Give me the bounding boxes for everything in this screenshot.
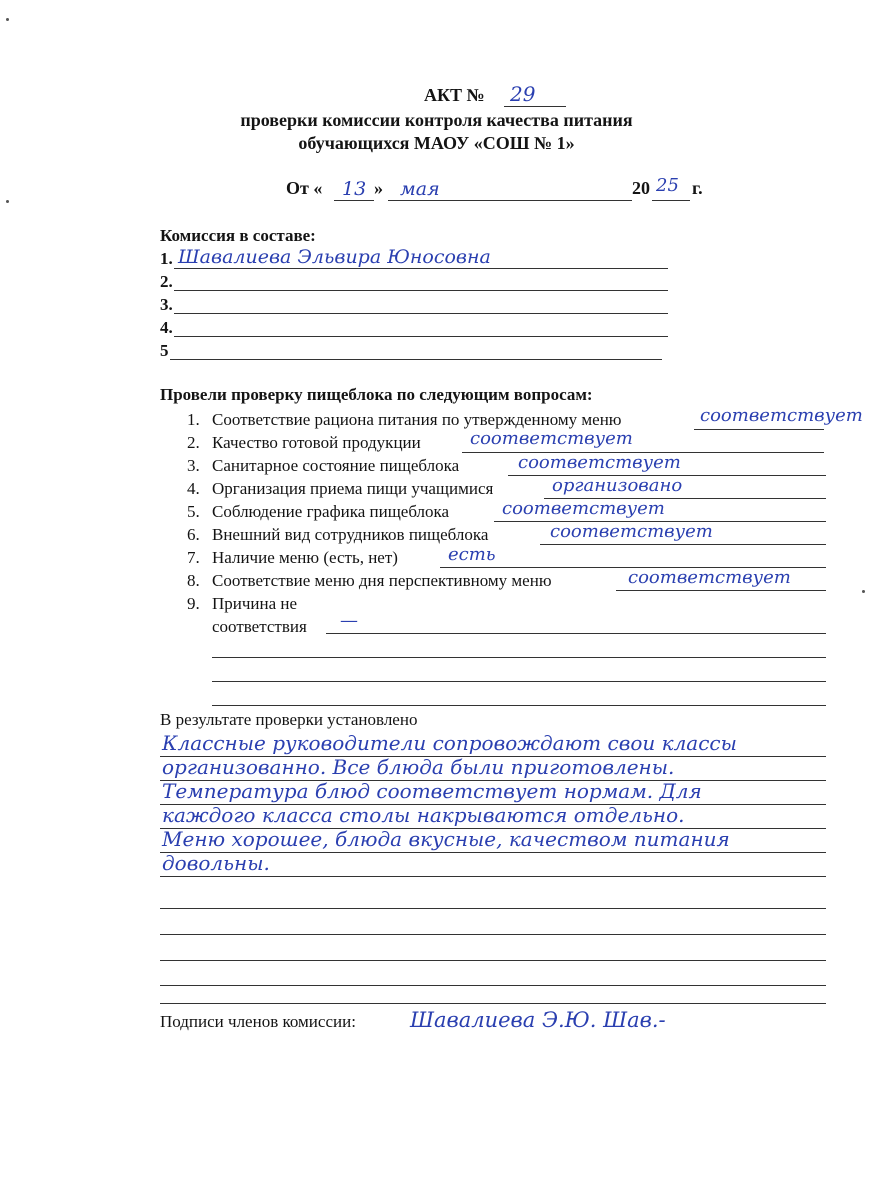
result-line: Меню хорошее, блюда вкусные, качеством питания [162, 827, 730, 851]
question-answer: соответствует [550, 521, 713, 542]
question-answer: соответствует [700, 405, 863, 426]
member-line [174, 268, 668, 269]
member-line [174, 336, 668, 337]
member-num: 5 [160, 341, 169, 360]
result-rule [160, 934, 826, 935]
question-num: 6. [187, 525, 200, 544]
question-label: Санитарное состояние пищеблока [212, 456, 460, 475]
member-num: 4. [160, 318, 173, 337]
member-line [174, 290, 668, 291]
act-number: 29 [510, 82, 536, 106]
member-line [170, 359, 662, 360]
date-day-line [334, 200, 374, 201]
question-num: 5. [187, 502, 200, 521]
inspection-heading: Провели проверку пищеблока по следующим вопросам: [160, 385, 593, 404]
date-year-prefix: 20 [632, 178, 650, 198]
answer-line [326, 633, 826, 634]
date-year-end: г. [692, 178, 703, 198]
result-line: Температура блюд соответствует нормам. Для [162, 779, 702, 803]
question-answer: организовано [552, 475, 683, 496]
answer-line [212, 705, 826, 706]
member-line [174, 313, 668, 314]
result-line: довольны. [162, 851, 270, 875]
question-label-line-1: Причина не [212, 594, 298, 613]
question-num: 9. [187, 594, 200, 613]
question-label: Соблюдение графика пищеблока [212, 502, 450, 521]
question-num: 8. [187, 571, 200, 590]
date-year-line [652, 200, 690, 201]
question-label: Соответствие меню дня перспективному меню [212, 571, 552, 590]
member-name: Шавалиева Эльвира Юносовна [178, 246, 491, 268]
signatures-label: Подписи членов комиссии: [160, 1012, 356, 1031]
question-num: 2. [187, 433, 200, 452]
result-rule [160, 1003, 826, 1004]
answer-line [212, 657, 826, 658]
question-num: 3. [187, 456, 200, 475]
answer-line [694, 429, 824, 430]
result-heading: В результате проверки установлено [160, 710, 418, 729]
title-line-1: проверки комиссии контроля качества питания [240, 110, 633, 130]
date-month: мая [400, 178, 440, 200]
question-answer: соответствует [628, 567, 791, 588]
answer-line [616, 590, 826, 591]
scan-speck [6, 18, 9, 21]
date-year-suffix: 25 [656, 175, 679, 196]
question-label-line-2: соответствия [212, 617, 307, 636]
result-rule [160, 960, 826, 961]
answer-line [540, 544, 826, 545]
member-num: 3. [160, 295, 173, 314]
signatures-value: Шавалиева Э.Ю. Шав.- [410, 1008, 666, 1032]
question-label: Качество готовой продукции [212, 433, 421, 452]
date-prefix: От « [286, 178, 323, 198]
scan-speck [862, 590, 865, 593]
result-line: организованно. Все блюда были приготовлены. [162, 755, 675, 779]
act-label: АКТ № [424, 85, 485, 105]
question-num: 4. [187, 479, 200, 498]
result-rule [160, 985, 826, 986]
answer-line [212, 681, 826, 682]
question-answer: есть [448, 544, 496, 565]
member-num: 1. [160, 249, 173, 268]
question-num: 7. [187, 548, 200, 567]
question-label: Соответствие рациона питания по утвержденному меню [212, 410, 622, 429]
act-number-line [504, 106, 566, 107]
member-num: 2. [160, 272, 173, 291]
result-rule [160, 876, 826, 877]
result-line: Классные руководители сопровождают свои классы [162, 731, 737, 755]
date-close-quote: » [374, 178, 383, 198]
scan-speck [6, 200, 9, 203]
question-label: Внешний вид сотрудников пищеблока [212, 525, 489, 544]
commission-heading: Комиссия в составе: [160, 226, 316, 245]
question-answer: — [340, 610, 358, 631]
question-answer: соответствует [470, 428, 633, 449]
date-month-line [388, 200, 632, 201]
date-day: 13 [342, 178, 367, 200]
result-line: каждого класса столы накрываются отдельно. [162, 803, 685, 827]
question-label: Наличие меню (есть, нет) [212, 548, 398, 567]
question-num: 1. [187, 410, 200, 429]
question-answer: соответствует [502, 498, 665, 519]
title-line-2: обучающихся МАОУ «СОШ № 1» [298, 133, 575, 153]
question-label: Организация приема пищи учащимися [212, 479, 494, 498]
result-rule [160, 908, 826, 909]
question-answer: соответствует [518, 452, 681, 473]
